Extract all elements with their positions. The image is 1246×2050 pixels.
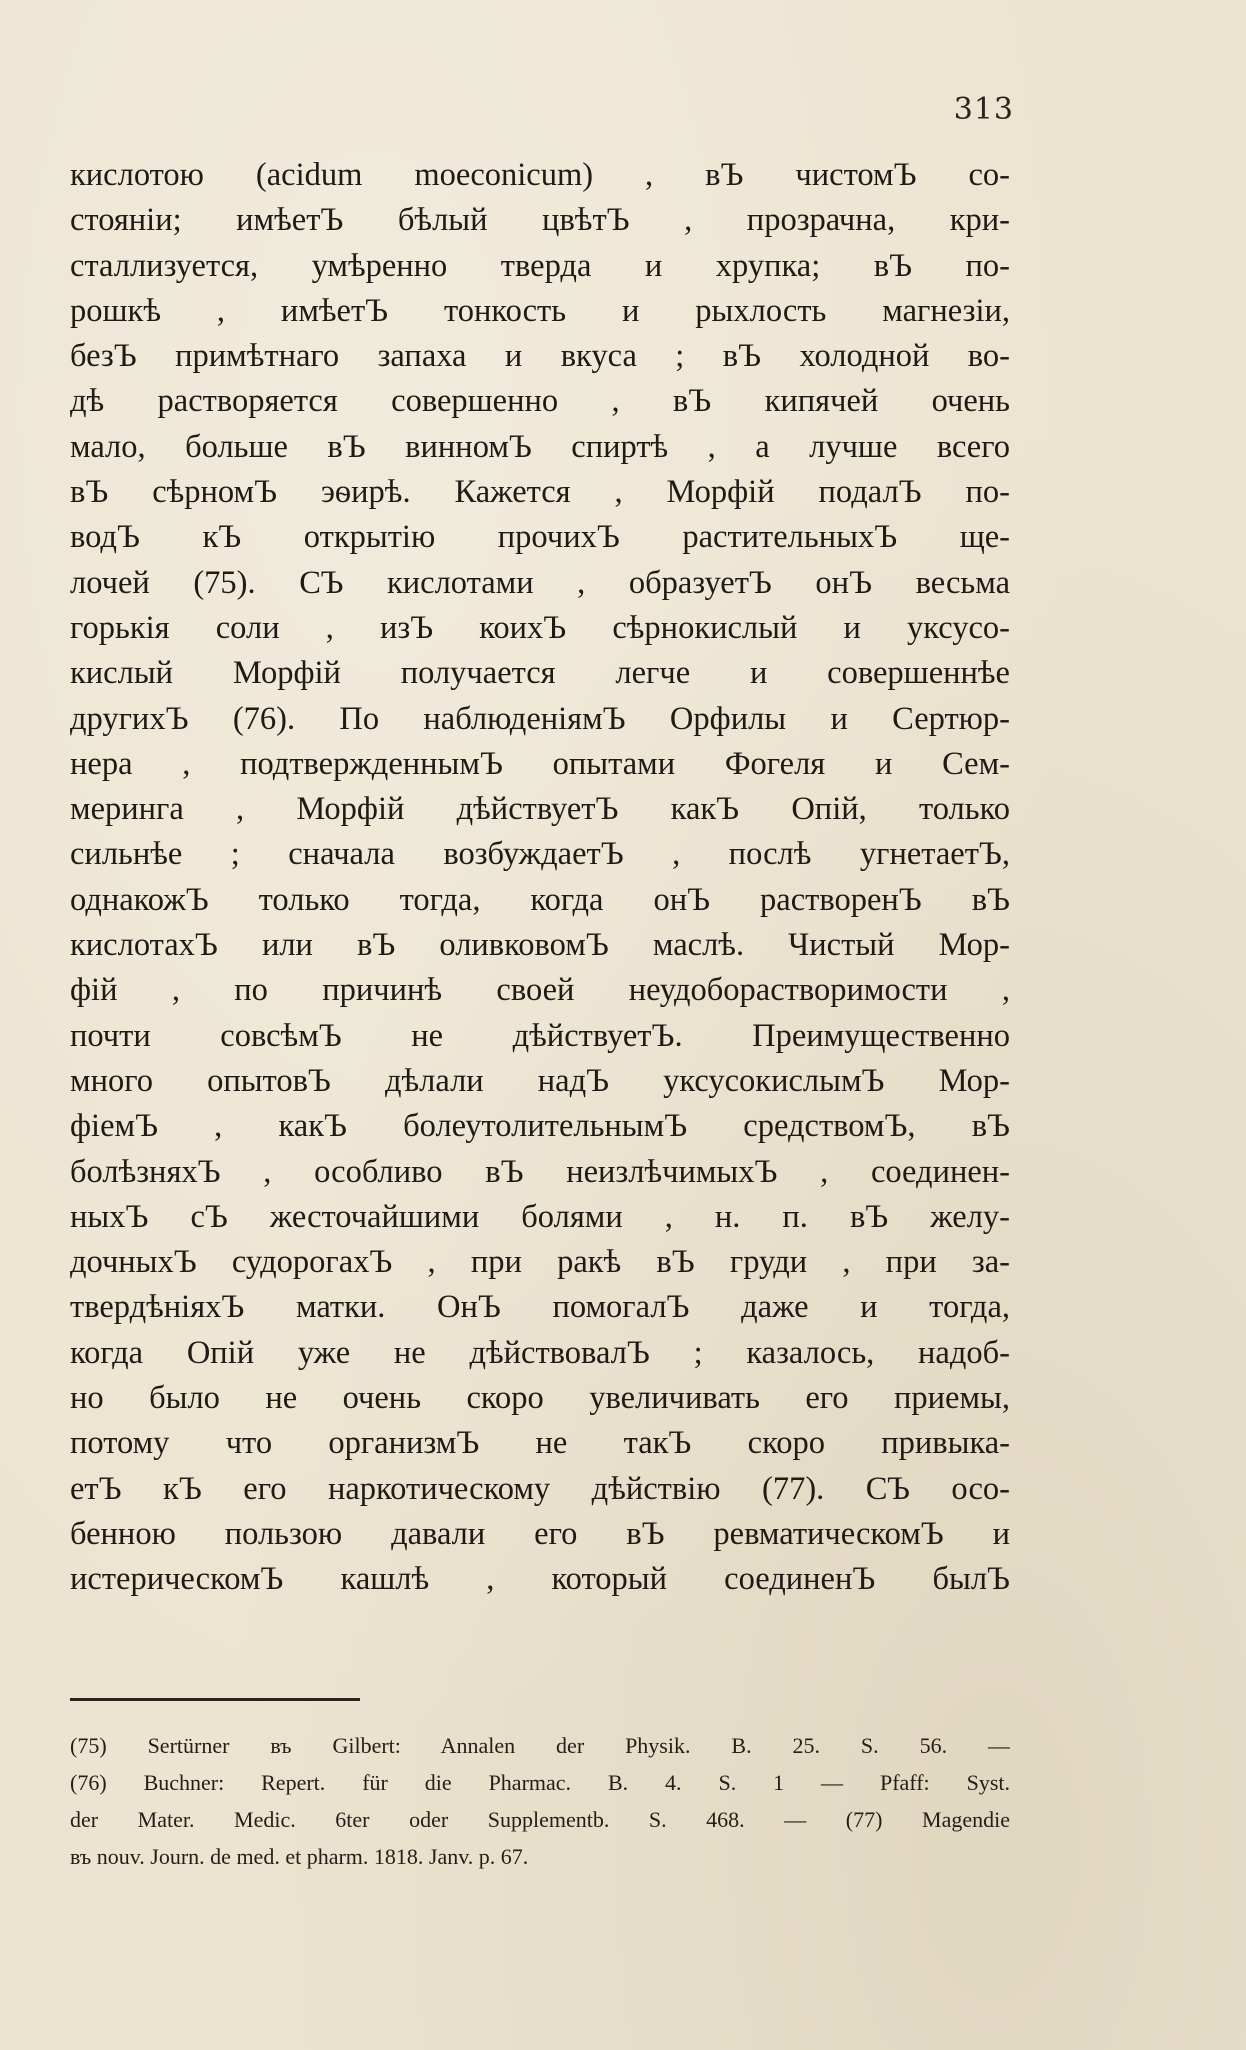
text-line: дѣ растворяется совершенно , вЪ кипячей очень (70, 383, 1010, 420)
text-line: ныхЪ сЪ жесточайшими болями , н. п. вЪ желу- (70, 1198, 1010, 1235)
body-text (70, 153, 1010, 1603)
text-line: кислый Морфій получается легче и совершеннѣе (70, 655, 1010, 692)
text-line: болѣзняхЪ , особливо вЪ неизлѣчимыхЪ , соединен- (70, 1153, 1010, 1190)
text-line: но было не очень скоро увеличивать его приемы, (70, 1380, 1010, 1417)
text-line: рошкѣ , имѣетЪ тонкость и рыхлость магнезіи, (70, 292, 1010, 329)
text-line: сталлизуется, умѣренно тверда и хрупка; вЪ по- (70, 247, 1010, 284)
footnote-line: (75) Sertürner въ Gilbert: Annalen der Physik. B. 25. S. 56. — (70, 1733, 1010, 1758)
footnote-line: der Mater. Medic. 6ter oder Supplementb. S. 468. — (77) Magendie (70, 1807, 1010, 1832)
footnote-line: въ nouv. Journ. de med. et pharm. 1818. Janv. p. 67. (70, 1844, 529, 1869)
text-line: другихЪ (76). По наблюденіямЪ Орфилы и Сертюр- (70, 700, 1010, 737)
text-line: фій , по причинѣ своей неудоборастворимости , (70, 972, 1010, 1009)
text-line: почти совсѣмЪ не дѣйствуетЪ. Преимущественно (70, 1017, 1010, 1054)
text-line: дочныхЪ судорогахЪ , при ракѣ вЪ груди , при за- (70, 1244, 1010, 1281)
text-line: твердѣніяхЪ матки. ОнЪ помогалЪ даже и тогда, (70, 1289, 1010, 1326)
text-line: горькія соли , изЪ коихЪ сѣрнокислый и уксусо- (70, 609, 1010, 646)
text-line: когда Опій уже не дѣйствовалЪ ; казалось, надоб- (70, 1334, 1010, 1371)
text-line: мало, больше вЪ винномЪ спиртѣ , а лучше всего (70, 428, 1010, 465)
text-line: истерическомЪ кашлѣ , который соединенЪ былЪ (70, 1561, 1010, 1598)
text-line: кислотахЪ или вЪ оливковомЪ маслѣ. Чистый Мор- (70, 927, 1010, 964)
text-line: водЪ кЪ открытію прочихЪ растительныхЪ ще- (70, 519, 1010, 556)
footnote-line: (76) Buchner: Repert. für die Pharmac. B. 4. S. 1 — Pfaff: Syst. (70, 1770, 1010, 1795)
text-line: етЪ кЪ его наркотическому дѣйствію (77). СЪ осо- (70, 1470, 1010, 1507)
text-line: кислотою (acidum moeconicum) , вЪ чистомЪ со- (70, 157, 1010, 193)
text-line: безЪ примѣтнаго запаха и вкуса ; вЪ холодной во- (70, 338, 1010, 375)
text-line: много опытовЪ дѣлали надЪ уксусокислымЪ Мор- (70, 1062, 1010, 1099)
text-line: нера , подтвержденнымЪ опытами Фогеля и Сем- (70, 745, 1010, 782)
footnote-divider (70, 1698, 360, 1701)
text-line: фіемЪ , какЪ болеутолительнымЪ средствомЪ, вЪ (70, 1108, 1010, 1145)
text-line: меринга , Морфій дѣйствуетЪ какЪ Опій, только (70, 791, 1010, 828)
text-line: лочей (75). СЪ кислотами , образуетЪ онЪ весьма (70, 564, 1010, 601)
footnotes (70, 1727, 1010, 1875)
text-line: однакожЪ только тогда, когда онЪ растворенЪ вЪ (70, 881, 1010, 918)
text-line: вЪ сѣрномЪ эѳирѣ. Кажется , Морфій подалЪ по- (70, 474, 1010, 511)
text-line: потому что организмЪ не такЪ скоро привыка- (70, 1425, 1010, 1462)
text-line: стояніи; имѣетЪ бѣлый цвѣтЪ , прозрачна, кри- (70, 202, 1010, 239)
text-line: сильнѣе ; сначала возбуждаетЪ , послѣ угнетаетЪ, (70, 836, 1010, 873)
page-number: 313 (953, 92, 1014, 127)
text-line: бенною пользою давали его вЪ ревматическомЪ и (70, 1515, 1010, 1552)
